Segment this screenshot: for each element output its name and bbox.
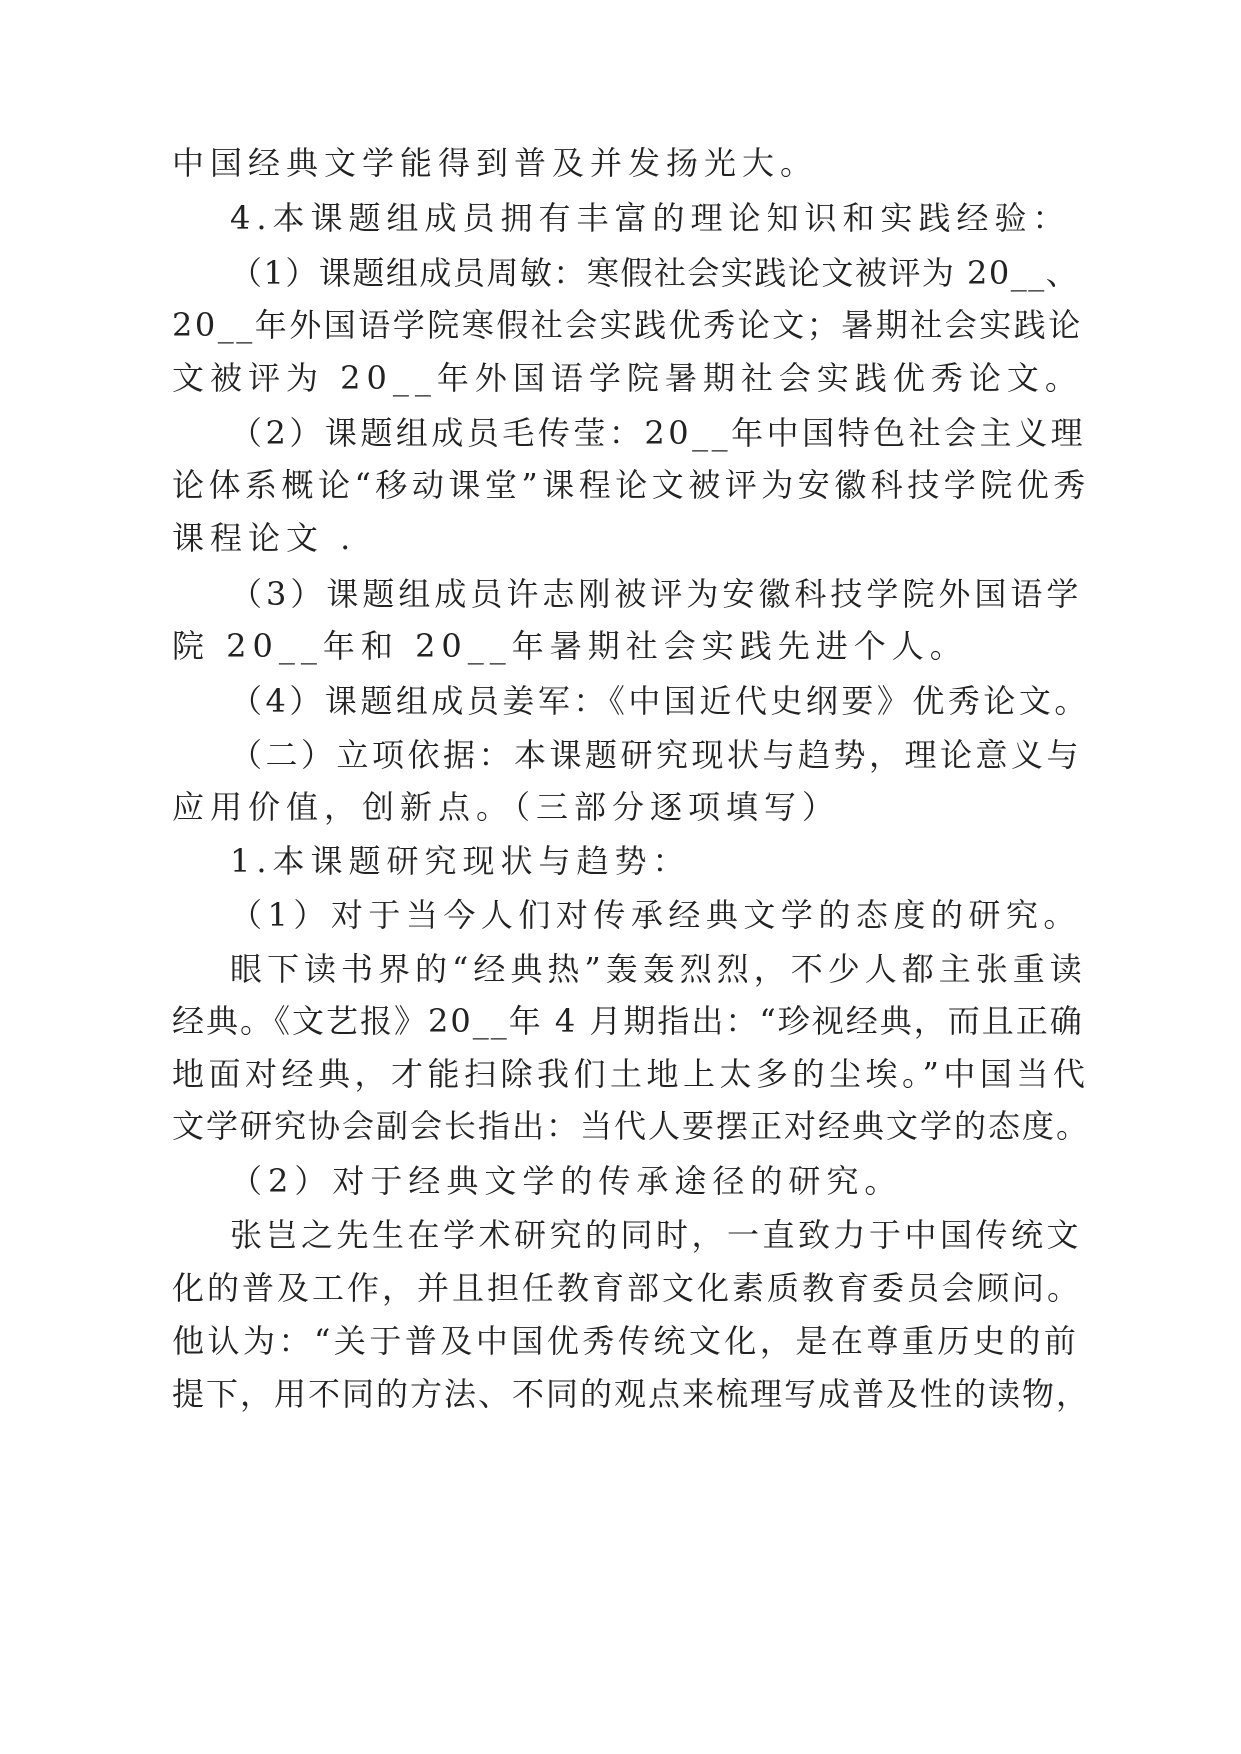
text-line: （2）课题组成员毛传莹：20__年中国特色社会主义理 xyxy=(230,414,1087,452)
text-line: （1）课题组成员周敏：寒假社会实践论文被评为 20__、 xyxy=(230,254,1080,292)
text-line: 论体系概论“移动课堂”课程论文被评为安徽科技学院优秀 xyxy=(172,466,1090,504)
text-line: 文学研究协会副会长指出：当代人要摆正对经典文学的态度。 xyxy=(172,1107,1091,1145)
text-line: 提下，用不同的方法、不同的观点来梳理写成普及性的读物， xyxy=(172,1375,1091,1413)
text-line: 1.本课题研究现状与趋势： xyxy=(230,842,691,880)
text-line: 眼下读书界的“经典热”轰轰烈烈，不少人都主张重读 xyxy=(230,950,1087,988)
text-line: （1）对于当今人们对传承经典文学的态度的研究。 xyxy=(230,896,1081,934)
text-line: 地面对经典，才能扫除我们土地上太多的尘埃。”中国当代 xyxy=(172,1055,1090,1093)
text-line: （4）课题组成员姜军：《中国近代史纲要》优秀论文。 xyxy=(230,682,1090,720)
text-line: 张岂之先生在学术研究的同时，一直致力于中国传统文 xyxy=(230,1216,1083,1254)
text-line: 应用价值，创新点。（三部分逐项填写） xyxy=(172,788,841,826)
text-line: 中国经典文学能得到普及并发扬光大。 xyxy=(172,144,819,182)
text-line: 20__年外国语学院寒假社会实践优秀论文；暑期社会实践论 xyxy=(172,306,1083,344)
text-line: 文被评为 20__年外国语学院暑期社会实践优秀论文。 xyxy=(172,359,1083,397)
text-line: 4.本课题组成员拥有丰富的理论知识和实践经验： xyxy=(230,199,1071,237)
text-line: （3）课题组成员许志刚被评为安徽科技学院外国语学 xyxy=(230,575,1083,613)
text-line: 化的普及工作，并且担任教育部文化素质教育委员会顾问。 xyxy=(172,1269,1083,1307)
text-line: （2）对于经典文学的传承途径的研究。 xyxy=(230,1162,903,1200)
text-line: （二）立项依据：本课题研究现状与趋势，理论意义与 xyxy=(230,736,1083,774)
text-line: 他认为：“关于普及中国优秀传统文化，是在尊重历史的前 xyxy=(172,1322,1080,1360)
text-line: 经典。《文艺报》20__年 4 月期指出：“珍视经典，而且正确 xyxy=(172,1002,1084,1040)
text-line: 院 20__年和 20__年暑期社会实践先进个人。 xyxy=(172,627,968,665)
text-line: 课程论文 . xyxy=(172,519,357,557)
